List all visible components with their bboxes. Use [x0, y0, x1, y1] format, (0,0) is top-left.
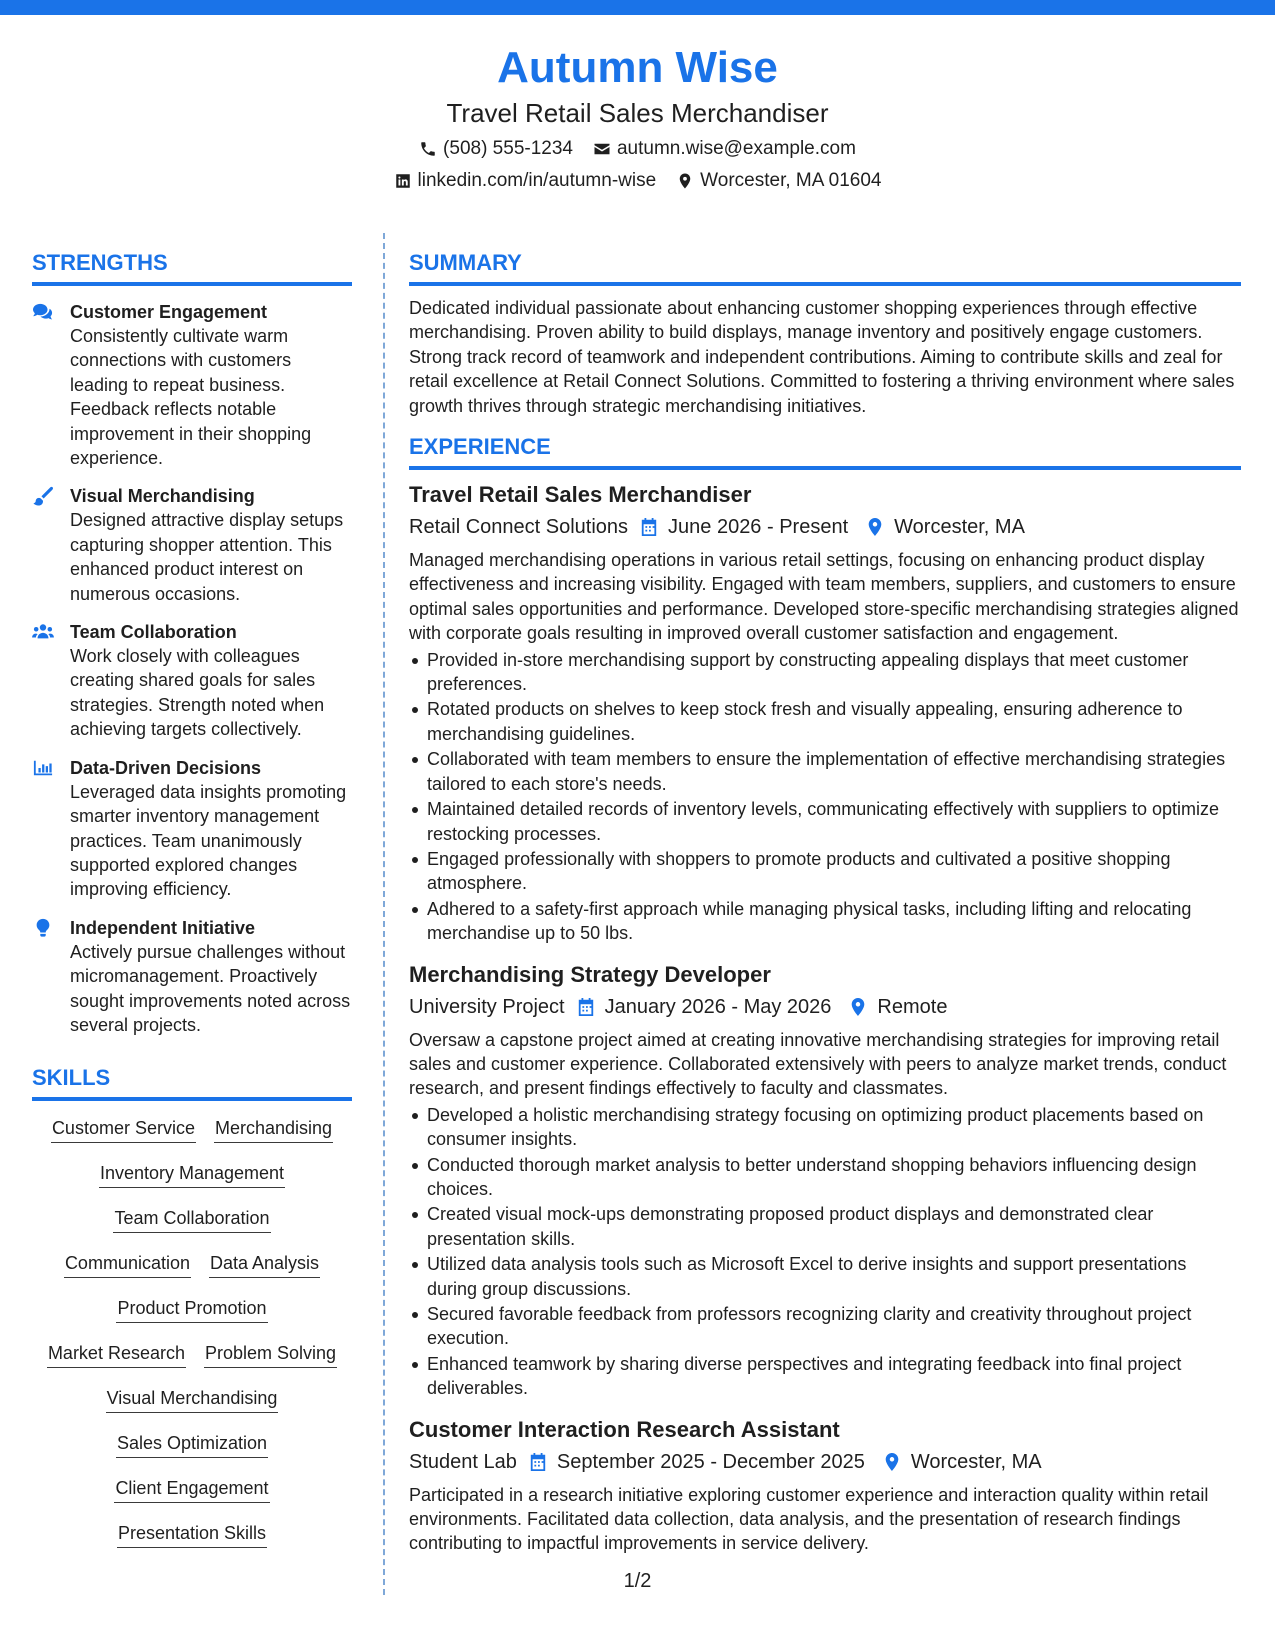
- job-entry: [409, 1415, 1241, 1556]
- email-text: autumn.wise@example.com: [616, 138, 856, 159]
- strength-title: Visual Merchandising: [70, 486, 255, 507]
- job-description: Participated in a research initiative exploring customer experience and interaction quality within retail environments. Facilitated data collection, data analysis, and the presentation of research findings contributing to impactful improvements in service delivery.: [409, 1484, 1209, 1554]
- summary-text: Dedicated individual passionate about enhancing customer shopping experiences through effective merchandising. Proven ability to build displays, manage inventory and positively engage customers. Strong track record of teamwork and independent contributions. Aiming to contribute skills and zeal for retail excellence at Retail Connect Solutions. Committed to fostering a thriving environment where sales growth thrives through strategic merchandising initiatives.: [409, 298, 1235, 416]
- job-bullet: Adhered to a safety-first approach while managing physical tasks, including lifting and relocating merchandise up to 50 lbs.: [409, 897, 1241, 946]
- bar-chart-icon: [32, 758, 54, 778]
- job-description: Managed merchandising operations in various retail settings, focusing on enhancing product display effectiveness and increasing visibility. Engaged with team members, suppliers, and customers to ensure optimal sales opportunities and performance. Developed store-specific merchandising strategies aligned with corporate goals resulting in improved overall customer satisfaction and engagement.: [409, 550, 1239, 644]
- contact-linkedin[interactable]: [394, 166, 657, 196]
- strength-item: [32, 620, 352, 742]
- right-column: [409, 248, 1241, 1556]
- users-icon: [32, 622, 54, 642]
- skill-tag: Visual Merchandising: [106, 1385, 279, 1413]
- skill-tag: Client Engagement: [114, 1475, 269, 1503]
- job-dates: September 2025 - December 2025: [556, 1450, 865, 1473]
- map-pin-icon: [676, 172, 694, 190]
- map-pin-icon: [849, 997, 867, 1017]
- job-bullets: [409, 648, 1241, 946]
- job-bullet: Rotated products on shelves to keep stock fresh and visually appealing, ensuring adherence to merchandising guidelines.: [409, 697, 1241, 746]
- strength-title: Data-Driven Decisions: [70, 757, 262, 778]
- envelope-icon: [593, 140, 611, 158]
- phone-text: (508) 555-1234: [443, 138, 573, 159]
- job-bullet: Utilized data analysis tools such as Microsoft Excel to derive insights and support presentations during group discussions.: [409, 1252, 1241, 1301]
- job-bullet: Provided in-store merchandising support by constructing appealing displays that meet customer preferences.: [409, 648, 1241, 697]
- job-bullet: Engaged professionally with shoppers to promote products and cultivated a positive shopping atmosphere.: [409, 847, 1241, 896]
- lightbulb-icon: [32, 918, 54, 938]
- skill-tag: Inventory Management: [99, 1160, 285, 1188]
- strength-item: [32, 756, 352, 902]
- strength-description: Work closely with colleagues creating shared goals for sales strategies. Strength noted when achieving targets collectively.: [70, 646, 325, 740]
- calendar-icon: [640, 517, 658, 537]
- resume-header: [0, 40, 1275, 196]
- job-organization: Student Lab: [409, 1450, 517, 1473]
- job-meta: [409, 992, 1241, 1022]
- left-column: [32, 248, 352, 1565]
- page-number: 1/2: [623, 1570, 652, 1592]
- strength-title: Team Collaboration: [70, 622, 237, 643]
- linkedin-icon: [394, 172, 412, 190]
- job-entry: [409, 960, 1241, 1401]
- contact-row-1: [0, 134, 1275, 164]
- strengths-heading: STRENGTHS: [32, 248, 352, 286]
- column-divider: [383, 233, 385, 1595]
- skills-heading: SKILLS: [32, 1063, 352, 1101]
- strength-title: Independent Initiative: [70, 917, 256, 938]
- job-dates: January 2026 - May 2026: [604, 995, 832, 1018]
- job-entry: [409, 480, 1241, 946]
- strength-description: Actively pursue challenges without micromanagement. Proactively sought improvements noted across several projects.: [70, 941, 351, 1035]
- job-title: Travel Retail Sales Merchandiser: [409, 482, 752, 508]
- job-meta: [409, 512, 1241, 542]
- comments-icon: [32, 302, 54, 322]
- skill-tag: Data Analysis: [209, 1250, 320, 1278]
- job-title: Customer Interaction Research Assistant: [409, 1416, 840, 1442]
- map-pin-icon: [883, 1452, 901, 1472]
- skill-tag: Merchandising: [214, 1115, 333, 1143]
- job-meta: [409, 1447, 1241, 1477]
- skill-tag: Product Promotion: [116, 1295, 267, 1323]
- candidate-headline: Travel Retail Sales Merchandiser: [446, 98, 829, 128]
- skill-tag: Customer Service: [51, 1115, 196, 1143]
- job-dates: June 2026 - Present: [668, 516, 849, 539]
- phone-icon: [419, 140, 437, 158]
- skill-tag: Presentation Skills: [117, 1520, 267, 1548]
- job-organization: University Project: [409, 995, 565, 1018]
- job-organization: Retail Connect Solutions: [409, 516, 629, 539]
- strength-description: Leveraged data insights promoting smarter inventory management practices. Team unanimously supported explored changes improving efficiency.: [70, 781, 347, 900]
- job-bullets: [409, 1103, 1241, 1401]
- paintbrush-icon: [32, 486, 54, 506]
- job-bullet: Conducted thorough market analysis to better understand shopping behaviors influencing design choices.: [409, 1153, 1241, 1202]
- job-location: Worcester, MA: [894, 516, 1025, 539]
- skill-tag: Market Research: [47, 1340, 186, 1368]
- strength-title: Customer Engagement: [70, 302, 268, 322]
- strength-item: [32, 300, 352, 470]
- candidate-name: Autumn Wise: [497, 43, 778, 92]
- skill-tag: Problem Solving: [204, 1340, 337, 1368]
- job-title: Merchandising Strategy Developer: [409, 961, 771, 987]
- job-location: Remote: [877, 995, 948, 1018]
- job-bullet: Enhanced teamwork by sharing diverse perspectives and integrating feedback into final project deliverables.: [409, 1352, 1241, 1401]
- contact-email[interactable]: [593, 134, 856, 164]
- job-bullet: Maintained detailed records of inventory levels, communicating effectively with suppliers to optimize restocking processes.: [409, 797, 1241, 846]
- experience-heading: EXPERIENCE: [409, 432, 1241, 470]
- strength-item: [32, 484, 352, 606]
- location-text: Worcester, MA 01604: [700, 170, 882, 191]
- job-bullet: Secured favorable feedback from professors recognizing clarity and creativity throughout project execution.: [409, 1302, 1241, 1351]
- calendar-icon: [577, 997, 595, 1017]
- strength-description: Designed attractive display setups capturing shopper attention. This enhanced product interest on numerous occasions.: [70, 510, 344, 604]
- skill-tag: Communication: [64, 1250, 191, 1278]
- job-bullet: Created visual mock-ups demonstrating proposed product displays and demonstrated clear presentation skills.: [409, 1202, 1241, 1251]
- contact-row-2: [0, 166, 1275, 196]
- summary-heading: SUMMARY: [409, 248, 1241, 286]
- top-accent-bar: [0, 0, 1275, 15]
- job-description: Oversaw a capstone project aimed at creating innovative merchandising strategies for improving retail sales and customer experience. Collaborated extensively with peers to analyze market trends, conduct research, and present findings effectively to faculty and classmates.: [409, 1029, 1227, 1099]
- job-bullet: Developed a holistic merchandising strategy focusing on optimizing product placements based on consumer insights.: [409, 1103, 1241, 1152]
- strength-description: Consistently cultivate warm connections with customers leading to repeat business. Feedback reflects notable improvement in their shopping experience.: [70, 326, 312, 469]
- skills-list: [32, 1115, 352, 1565]
- linkedin-text: linkedin.com/in/autumn-wise: [417, 170, 657, 191]
- contact-location: [676, 166, 881, 196]
- map-pin-icon: [866, 517, 884, 537]
- skill-tag: Team Collaboration: [113, 1205, 270, 1233]
- job-location: Worcester, MA: [910, 1450, 1042, 1473]
- strength-item: [32, 916, 352, 1038]
- calendar-icon: [529, 1452, 547, 1472]
- contact-phone[interactable]: [419, 134, 573, 164]
- job-bullet: Collaborated with team members to ensure the implementation of effective merchandising strategies tailored to each store's needs.: [409, 747, 1241, 796]
- skill-tag: Sales Optimization: [116, 1430, 268, 1458]
